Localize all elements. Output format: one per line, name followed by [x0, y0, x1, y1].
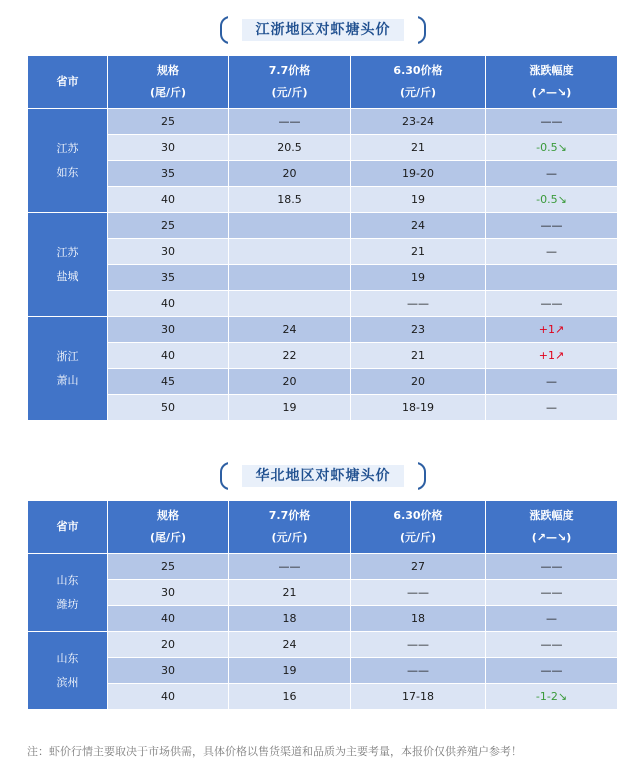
header-price-630: 6.30价格 (元/斤) — [351, 501, 486, 554]
spec-cell: 35 — [108, 265, 229, 291]
region-cell — [28, 213, 108, 317]
price-630-cell: —— — [351, 580, 486, 606]
spec-cell: 25 — [108, 213, 229, 239]
change-cell: —— — [486, 658, 618, 684]
price-77-cell: 19 — [229, 395, 351, 421]
spec-cell: 45 — [108, 369, 229, 395]
price-77-cell: 24 — [229, 632, 351, 658]
header-price-77: 7.7价格 (元/斤) — [229, 501, 351, 554]
price-630-cell: 17-18 — [351, 684, 486, 710]
change-cell: —— — [486, 632, 618, 658]
section2-title-box — [220, 462, 426, 490]
price-630-cell: 19 — [351, 265, 486, 291]
spec-cell: 30 — [108, 317, 229, 343]
price-77-cell: 21 — [229, 580, 351, 606]
spec-cell: 30 — [108, 135, 229, 161]
table-row — [28, 580, 618, 606]
footnote: 注：虾价行情主要取决于市场供需，具体价格以售货渠道和品质为主要考量，本报价仅供养殖户参考！ — [27, 745, 522, 758]
region-province: 江苏 — [56, 141, 79, 155]
price-77-cell: —— — [229, 554, 351, 580]
header-change: 涨跌幅度 (↗—↘) — [486, 56, 618, 109]
price-630-cell: 23-24 — [351, 109, 486, 135]
spec-cell: 35 — [108, 161, 229, 187]
region-city: 如东 — [56, 165, 79, 179]
change-cell: +1↗ — [486, 317, 618, 343]
change-cell: — — [486, 606, 618, 632]
spec-cell: 25 — [108, 109, 229, 135]
price-630-cell: 18 — [351, 606, 486, 632]
spec-cell: 40 — [108, 291, 229, 317]
price-630-cell: 19-20 — [351, 161, 486, 187]
spec-cell: 20 — [108, 632, 229, 658]
spec-cell: 40 — [108, 684, 229, 710]
change-cell: — — [486, 161, 618, 187]
price-630-cell: 20 — [351, 369, 486, 395]
change-cell: —— — [486, 554, 618, 580]
price-77-cell: 22 — [229, 343, 351, 369]
region-cell — [28, 554, 108, 632]
spec-cell: 30 — [108, 580, 229, 606]
jiangzhe-price-table — [27, 55, 618, 421]
price-77-cell: 19 — [229, 658, 351, 684]
table-row — [28, 317, 618, 343]
table-row — [28, 239, 618, 265]
table-row — [28, 395, 618, 421]
price-630-cell: —— — [351, 632, 486, 658]
header-spec: 规格 (尾/斤) — [108, 501, 229, 554]
region-province: 浙江 — [56, 349, 79, 363]
table-row — [28, 187, 618, 213]
price-77-cell: 18.5 — [229, 187, 351, 213]
price-77-cell: —— — [229, 109, 351, 135]
region-city: 盐城 — [56, 269, 79, 283]
price-77-cell: 16 — [229, 684, 351, 710]
region-city: 萧山 — [56, 373, 79, 387]
price-630-cell: 21 — [351, 239, 486, 265]
change-cell: —— — [486, 291, 618, 317]
price-630-cell: 23 — [351, 317, 486, 343]
price-77-cell: 20 — [229, 369, 351, 395]
region-cell — [28, 632, 108, 710]
table-row — [28, 684, 618, 710]
table-row — [28, 213, 618, 239]
table-row — [28, 343, 618, 369]
header-change: 涨跌幅度 (↗—↘) — [486, 501, 618, 554]
price-630-cell: 19 — [351, 187, 486, 213]
price-630-cell: 24 — [351, 213, 486, 239]
price-630-cell: —— — [351, 291, 486, 317]
price-630-cell: 21 — [351, 343, 486, 369]
change-cell: — — [486, 369, 618, 395]
price-77-cell: 24 — [229, 317, 351, 343]
huabei-price-table — [27, 500, 618, 710]
spec-cell: 30 — [108, 658, 229, 684]
change-cell: -0.5↘ — [486, 187, 618, 213]
price-77-cell: 20.5 — [229, 135, 351, 161]
header-region: 省市 — [28, 501, 108, 554]
change-cell: —— — [486, 213, 618, 239]
section1-title-box — [220, 16, 426, 44]
region-cell — [28, 317, 108, 421]
change-cell: -1-2↘ — [486, 684, 618, 710]
header-spec: 规格 (尾/斤) — [108, 56, 229, 109]
price-77-cell — [229, 239, 351, 265]
header-region: 省市 — [28, 56, 108, 109]
change-cell: —— — [486, 109, 618, 135]
region-province: 江苏 — [56, 245, 79, 259]
table-row — [28, 291, 618, 317]
price-630-cell: 18-19 — [351, 395, 486, 421]
table-row — [28, 161, 618, 187]
spec-cell: 25 — [108, 554, 229, 580]
region-city: 滨州 — [56, 675, 79, 689]
section1-title: 江浙地区对虾塘头价 — [242, 19, 404, 41]
change-cell: — — [486, 239, 618, 265]
table-row — [28, 109, 618, 135]
table-row — [28, 606, 618, 632]
region-cell — [28, 109, 108, 213]
spec-cell: 40 — [108, 187, 229, 213]
region-province: 山东 — [56, 573, 79, 587]
change-cell: —— — [486, 580, 618, 606]
table-row — [28, 369, 618, 395]
spec-cell: 30 — [108, 239, 229, 265]
table-row — [28, 265, 618, 291]
price-630-cell: 21 — [351, 135, 486, 161]
change-cell — [486, 265, 618, 291]
region-city: 潍坊 — [56, 597, 79, 611]
region-province: 山东 — [56, 651, 79, 665]
header-price-630: 6.30价格 (元/斤) — [351, 56, 486, 109]
price-77-cell — [229, 213, 351, 239]
price-77-cell — [229, 291, 351, 317]
price-630-cell: —— — [351, 658, 486, 684]
price-630-cell: 27 — [351, 554, 486, 580]
spec-cell: 50 — [108, 395, 229, 421]
section2-title: 华北地区对虾塘头价 — [242, 465, 404, 487]
table-row — [28, 554, 618, 580]
price-77-cell: 18 — [229, 606, 351, 632]
price-77-cell: 20 — [229, 161, 351, 187]
spec-cell: 40 — [108, 343, 229, 369]
price-77-cell — [229, 265, 351, 291]
table-row — [28, 135, 618, 161]
table-row — [28, 632, 618, 658]
change-cell: +1↗ — [486, 343, 618, 369]
spec-cell: 40 — [108, 606, 229, 632]
header-price-77: 7.7价格 (元/斤) — [229, 56, 351, 109]
change-cell: — — [486, 395, 618, 421]
table-row — [28, 658, 618, 684]
change-cell: -0.5↘ — [486, 135, 618, 161]
